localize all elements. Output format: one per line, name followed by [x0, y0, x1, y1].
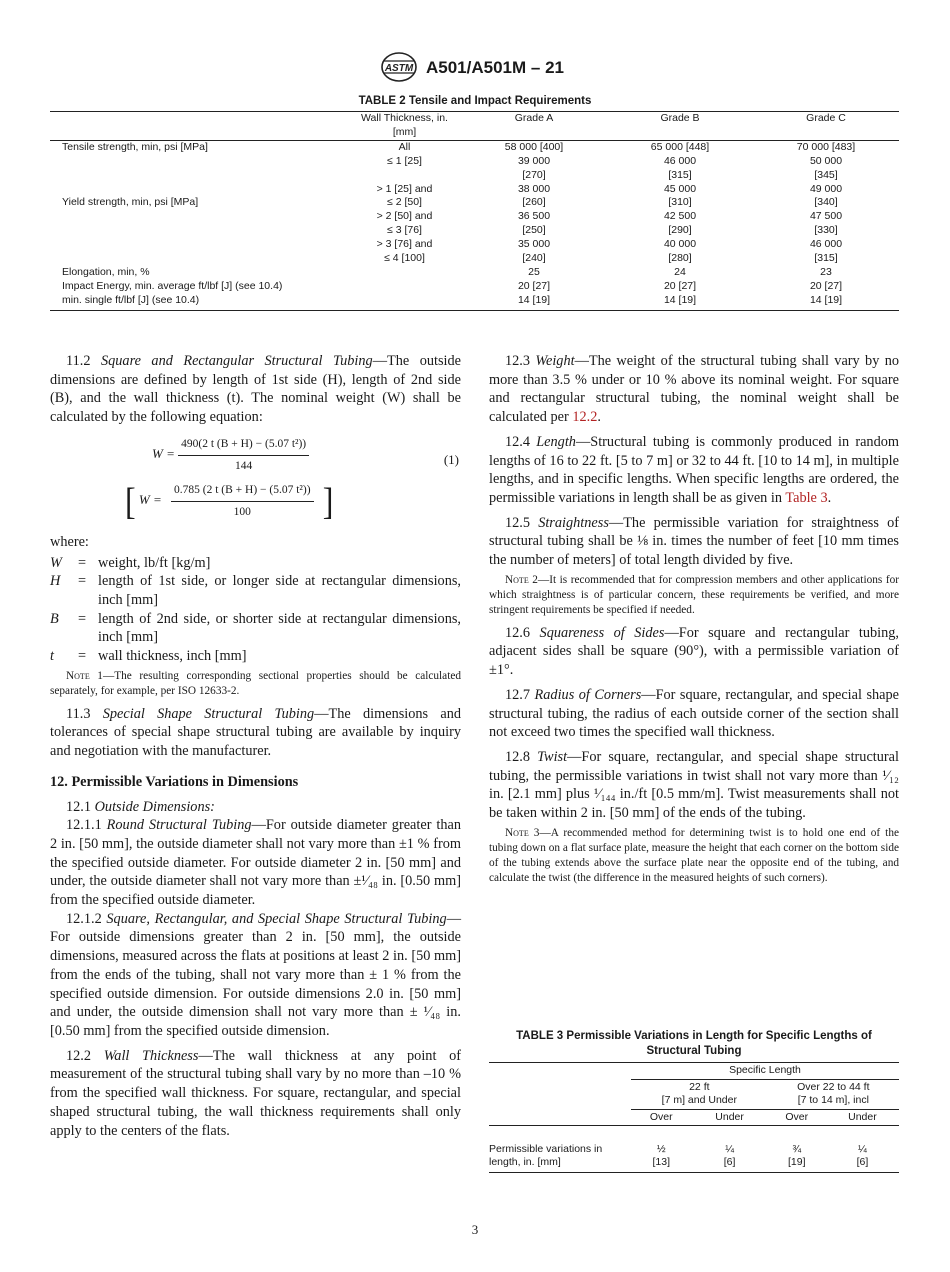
- equation-number: (1): [443, 451, 459, 467]
- table2-header-cell: [50, 112, 348, 140]
- link-table-3[interactable]: Table 3: [785, 489, 828, 506]
- paragraph-12-6: 12.6 Squareness of Sides—For square and rectangular tubing, adjacent sides shall be square (90°), with a permissible variation of ±1°.: [489, 624, 899, 679]
- table-cell: 35 000 [240]: [517, 238, 551, 265]
- table-cell: 70 000 [483]: [796, 140, 856, 153]
- paragraph-12-1: 12.1 Outside Dimensions:: [66, 798, 215, 815]
- table-row: [50, 266, 899, 280]
- table-row: [489, 1142, 899, 1173]
- paragraph-12-4: 12.4 Length—Structural tubing is commonly produced in random lengths of 16 to 22 ft. [5 to 7 m] or 32 to 44 ft. [10 to 14 m], in multiple lengths, and in specific lengths. When specific lengths are ordered, the permissible variations in length shall be as given in Table 3.: [489, 433, 899, 506]
- left-column: [50, 352, 461, 1146]
- table3-sub-header-row: [489, 1109, 899, 1126]
- table-cell: All: [398, 140, 411, 153]
- table-cell: Tensile strength, min, psi [MPa]: [62, 140, 208, 153]
- table-cell: 38 000 [260]: [517, 182, 551, 209]
- table-cell: > 2 [50] and ≤ 3 [76]: [376, 210, 433, 237]
- table-cell: 20 [27]: [517, 279, 551, 292]
- table3-group-header: 22 ft [7 m] and Under: [631, 1079, 768, 1109]
- table-cell: Elongation, min, %: [62, 265, 150, 278]
- right-column: [489, 352, 899, 892]
- variable-list: [50, 554, 461, 666]
- table-cell: 58 000 [400]: [504, 140, 564, 153]
- table2-title: TABLE 2 Tensile and Impact Requirements: [358, 95, 592, 107]
- table2-header-cell: Grade B: [607, 112, 753, 140]
- table2-header-row: [50, 112, 899, 140]
- paragraph-12-8: 12.8 Twist—For square, rectangular, and special shape structural tubing, the permissible variations in twist shall not vary more than ¹⁄₁₂ in. [2.1 mm] plus ¹⁄₁₄₄ in./ft [0.5 mm/m]. Twist measurements shall not be taken within 2 in. [50 mm] of the ends of the tubing.: [489, 748, 899, 822]
- table3-sub-header: Over: [631, 1109, 692, 1126]
- paragraph-12-1-1: 12.1.1 Round Structural Tubing—For outside diameter greater than 2 in. [50 mm], the outside diameter shall not vary more than ±1 % from the specified outside diameter. For outside diameter 2 in. [50 mm] and under, the outside diameter shall not vary more than ±¹⁄₄₈ in. [0.50 mm] from the specified outside diameter.: [50, 817, 462, 909]
- table-cell: 20 [27]: [809, 279, 843, 292]
- table3-group-row: [489, 1079, 899, 1109]
- table3-sub-header: Under: [692, 1109, 768, 1126]
- table-cell: 39 000 [270]: [517, 154, 551, 181]
- table-cell: Permissible variations in length, in. [mm]: [489, 1142, 631, 1173]
- table-cell: 46 000 [315]: [663, 154, 697, 181]
- table-cell: ¼ [6]: [692, 1142, 768, 1173]
- equation-1: [50, 431, 461, 529]
- table3-sub-header: Under: [826, 1109, 899, 1126]
- table-cell: 14 [19]: [753, 294, 899, 310]
- table-cell: min. single ft/lbf [J] (see 10.4): [50, 294, 348, 310]
- svg-text:ASTM: ASTM: [384, 63, 414, 74]
- table-cell: > 1 [25] and ≤ 2 [50]: [376, 182, 433, 209]
- table-cell: 25: [528, 265, 540, 278]
- document-id: A501/A501M – 21: [426, 58, 564, 77]
- table-cell: [50, 238, 348, 266]
- table-cell: 47 500 [330]: [809, 210, 843, 237]
- paragraph-11-2: 11.2 Square and Rectangular Structural Tubing—The outside dimensions are defined by length of 1st side (H), length of 2nd side (B), and the wall thickness (t). The nominal weight (W) shall be calculated by the following equation:: [50, 353, 462, 426]
- table-cell: ½ [13]: [631, 1142, 692, 1173]
- table2-header-cell: Wall Thickness, in. [mm]: [348, 112, 461, 140]
- table-cell: 65 000 [448]: [650, 140, 710, 153]
- table-row: [50, 280, 899, 294]
- table-cell: 50 000 [345]: [809, 154, 843, 181]
- where-label: where:: [50, 533, 89, 550]
- table-cell: 42 500 [290]: [663, 210, 697, 237]
- note-2: Note 2—It is recommended that for compression members and other applications for which straightness is of particular concern, these requirements be verified, and more stringent requirements be specified if needed.: [489, 573, 899, 616]
- paragraph-12-2: 12.2 Wall Thickness—The wall thickness at any point of measurement of the structural tubing shall vary by no more than –10 % from the specified wall thickness. For square, rectangular, and special shaped structural tubing, the wall thickness requirements shall only apply to the centers of the flats.: [50, 1047, 461, 1139]
- table-cell: 40 000 [280]: [663, 238, 697, 265]
- table-cell: [348, 280, 461, 294]
- paragraph-12-3: 12.3 Weight—The weight of the structural tubing shall vary by no more than 3.5 % under or 10 % above its nominal weight. For square and rectangular structural tubing, the nominal weight shall be calculated per 12.2.: [489, 353, 899, 426]
- table3-group-header: Over 22 to 44 ft [7 to 14 m], incl: [768, 1079, 899, 1109]
- table-row: [50, 294, 899, 310]
- table3-span-header: Specific Length: [631, 1063, 899, 1080]
- page-header: [0, 52, 950, 88]
- table2-header-cell: Grade A: [461, 112, 607, 140]
- table-cell: Impact Energy, min. average ft/lbf [J] (see 10.4): [62, 279, 283, 292]
- table-cell: 20 [27]: [663, 279, 697, 292]
- table-cell: > 3 [76] and ≤ 4 [100]: [376, 238, 433, 265]
- list-item: W = weight, lb/ft [kg/m]: [50, 554, 211, 571]
- paragraph-12-1-2: 12.1.2 Square, Rectangular, and Special Shape Structural Tubing—For outside dimensions greater than 2 in. [50 mm], the outside dimensions, measured across the flats at positions at least 2 in. [50 mm] from the ends of the tubing, shall not vary more than ± 1 % from the specified outside dimension. For outside dimensions 2.0 in. [50 mm] and under, the outside dimension shall not vary more than ± ¹⁄₄₈ in. [0.50 mm] from the specified outside dimension.: [50, 910, 461, 1039]
- paragraph-11-3: 11.3 Special Shape Structural Tubing—The dimensions and tolerances of special shape structural tubing are available by inquiry and negotiation with the manufacturer.: [50, 705, 461, 760]
- table-cell: 14 [19]: [461, 294, 607, 310]
- note-3: Note 3—A recommended method for determining twist is to hold one end of the tubing down on a flat surface plate, measure the height that each corner on the bottom side of the tubing extends above the surface plate near the opposite end of the tubing, and calculate the twist (the difference in the measured heights of such corners).: [489, 826, 899, 884]
- list-item: t = wall thickness, inch [mm]: [50, 648, 247, 665]
- table-cell: 36 500 [250]: [517, 210, 551, 237]
- table-cell: 24: [674, 265, 686, 278]
- table-cell: Yield strength, min, psi [MPa]: [62, 196, 199, 209]
- astm-logo-icon: [378, 52, 420, 82]
- table3: [489, 1062, 899, 1173]
- section-12-heading: 12. Permissible Variations in Dimensions: [50, 773, 299, 790]
- link-12-2[interactable]: 12.2: [572, 409, 598, 426]
- page-number: 3: [471, 1222, 479, 1237]
- table3-sub-header: Over: [768, 1109, 826, 1126]
- table-cell: [348, 266, 461, 280]
- table-cell: 46 000 [315]: [809, 238, 843, 265]
- table-cell: 45 000 [310]: [663, 182, 697, 209]
- list-item: H = length of 1st side, or longer side at rectangular dimensions, inch [mm]: [50, 573, 461, 608]
- table-row: [50, 238, 899, 266]
- table-cell: 49 000 [340]: [809, 182, 843, 209]
- table3-span-header-row: [489, 1063, 899, 1080]
- paragraph-12-7: 12.7 Radius of Corners—For square, rectangular, and special shape structural tubing, the radius of each outside corner of the section shall not exceed two times the specified wall thickness.: [489, 686, 900, 741]
- table-cell: [50, 155, 348, 183]
- equation-metric: [ W = $\frac{\text{0.785 (2 t (B + H) − (5.07 t²))}}{100}$ ]: [125, 479, 334, 523]
- list-item: B = length of 2nd side, or shorter side at rectangular dimensions, inch [mm]: [50, 610, 461, 646]
- table-row: [50, 155, 899, 183]
- table-cell: ≤ 1 [25]: [387, 154, 422, 167]
- table-cell: 14 [19]: [607, 294, 753, 310]
- paragraph-12-5: 12.5 Straightness—The permissible variation for straightness of structural tubing shall be ⅛ in. times the number of feet [10 mm times the number of meters] of total length divided by five.: [489, 514, 899, 569]
- table2-header-cell: Grade C: [753, 112, 899, 140]
- equation-imperial: W = $\frac{\text{490(2 t (B + H) − (5.07 t²))}}{144}$: [152, 435, 309, 475]
- table-cell: 23: [820, 265, 832, 278]
- table2: [50, 111, 899, 311]
- note-1: Note 1—The resulting corresponding sectional properties should be calculated separately, for example, per ISO 12633-2.: [50, 669, 461, 697]
- table-cell: ¼ [6]: [826, 1142, 899, 1173]
- table-cell: ¾ [19]: [768, 1142, 826, 1173]
- table-cell: [348, 294, 461, 310]
- table-row: [50, 210, 899, 238]
- table3-title: TABLE 3 Permissible Variations in Length for Specific Lengths of Structural Tubing: [516, 1030, 872, 1057]
- table-row: [50, 140, 899, 154]
